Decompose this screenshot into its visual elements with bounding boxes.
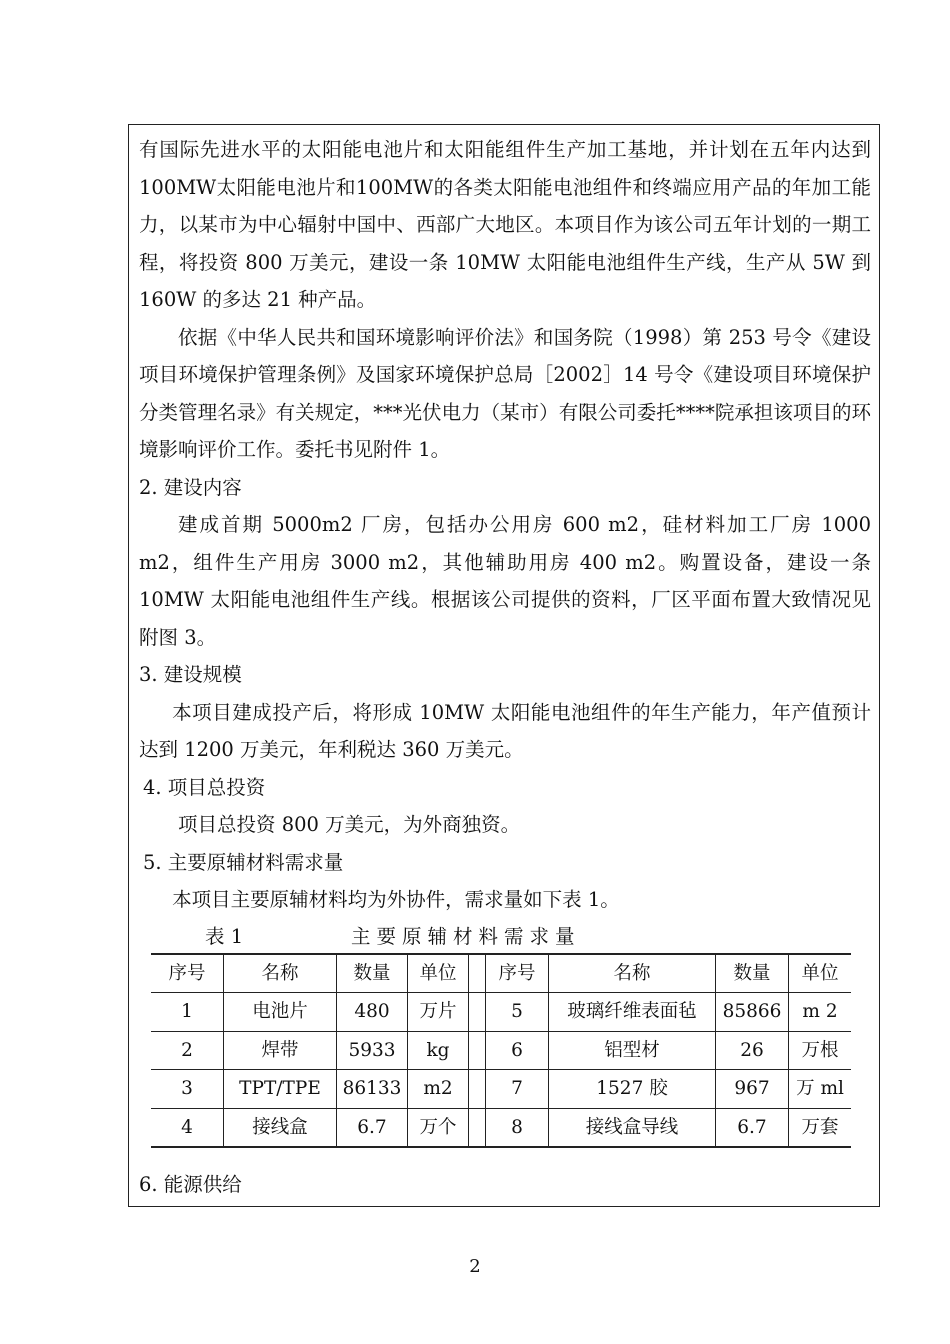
table-cell: 6	[486, 1031, 549, 1070]
table-cell: 967	[716, 1070, 789, 1109]
table-cell: 4	[151, 1108, 224, 1147]
table-cell: 万片	[408, 993, 469, 1032]
header-cell: 名称	[224, 954, 337, 993]
paragraph-raw-materials: 本项目主要原辅材料均为外协件，需求量如下表 1。	[172, 888, 620, 911]
paragraph-construction-scale: 本项目建成投产后，将形成 10MW 太阳能电池组件的年生产能力，年产值预计达到 1200 万美元，年利税达 360 万美元。	[139, 700, 871, 761]
heading-energy-supply: 6. 能源供给	[139, 1173, 242, 1196]
table-cell: 3	[151, 1070, 224, 1109]
header-cell: 单位	[408, 954, 469, 993]
table-cell: 玻璃纤维表面毡	[549, 993, 716, 1032]
table-cell: 85866	[716, 993, 789, 1032]
page-number: 2	[469, 1256, 481, 1277]
paragraph-total-investment: 项目总投资 800 万美元，为外商独资。	[178, 813, 521, 836]
table-cell: 万个	[408, 1108, 469, 1147]
table-cell: 7	[486, 1070, 549, 1109]
table-row	[151, 1108, 851, 1147]
header-cell: 数量	[716, 954, 789, 993]
heading-construction-content: 2. 建设内容	[139, 475, 242, 499]
table-row	[151, 1070, 851, 1109]
table-gap	[469, 954, 486, 993]
table-gap	[469, 993, 486, 1032]
table-row	[151, 1031, 851, 1070]
table-cell: 电池片	[224, 993, 337, 1032]
table-cell: 焊带	[224, 1031, 337, 1070]
heading-total-investment: 4. 项目总投资	[143, 775, 266, 799]
table-cell: 5933	[337, 1031, 408, 1070]
document-body	[139, 131, 871, 1204]
table-gap	[469, 1070, 486, 1109]
table-cell: m 2	[789, 993, 852, 1032]
table-cell: 接线盒	[224, 1108, 337, 1147]
table-cell: 1	[151, 993, 224, 1032]
content-frame	[128, 124, 880, 1207]
table-cell: 5	[486, 993, 549, 1032]
table-cell: 26	[716, 1031, 789, 1070]
table-cell: 6.7	[337, 1108, 408, 1147]
table-cell: 2	[151, 1031, 224, 1070]
table-cell: 86133	[337, 1070, 408, 1109]
table-cell: 6.7	[716, 1108, 789, 1147]
table-cell: 480	[337, 993, 408, 1032]
header-cell: 名称	[549, 954, 716, 993]
paragraph-construction-content: 建成首期 5000m2 厂房，包括办公用房 600 m2，硅材料加工厂房 1000 m2，组件生产用房 3000 m2，其他辅助用房 400 m2。购置设备，建设一条 10MW 太阳能电池组件生产线。根据该公司提供的资料，厂区平面布置大致情况见附图 3。	[139, 513, 871, 649]
table-gap	[469, 1031, 486, 1070]
materials-table	[151, 953, 851, 1149]
table-row	[151, 993, 851, 1032]
paragraph-legal-basis: 依据《中华人民共和国环境影响评价法》和国务院（1998）第 253 号令《建设项目环境保护管理条例》及国家环境保护总局［2002］14 号令《建设项目环境保护分类管理名录》有关规定，***光伏电力（某市）有限公司委托****院承担该项目的环境影响评价工作。委托书见附件 1。	[139, 325, 871, 461]
table-cell: kg	[408, 1031, 469, 1070]
table-label: 表 1	[205, 924, 244, 948]
paragraph-project-background: 有国际先进水平的太阳能电池片和太阳能组件生产加工基地，并计划在五年内达到100MW太阳能电池片和100MW的各类太阳能电池组件和终端应用产品的年加工能力，以某市为中心辐射中国中、西部广大地区。本项目作为该公司五年计划的一期工程，将投资 800 万美元，建设一条 10MW 太阳能电池组件生产线，生产从 5W 到 160W 的多达 21 种产品。	[139, 138, 871, 311]
heading-construction-scale: 3. 建设规模	[139, 663, 242, 686]
table-cell: TPT/TPE	[224, 1070, 337, 1109]
table-cell: 1527 胶	[549, 1070, 716, 1109]
table-gap	[469, 1108, 486, 1147]
table-cell: 万 ml	[789, 1070, 852, 1109]
heading-raw-materials: 5. 主要原辅材料需求量	[143, 850, 344, 874]
table-cell: 8	[486, 1108, 549, 1147]
header-cell: 数量	[337, 954, 408, 993]
table-header-row	[151, 954, 851, 993]
table-title: 主要原辅材料需求量	[351, 924, 581, 948]
table-cell: 万根	[789, 1031, 852, 1070]
table-caption	[139, 921, 871, 953]
header-cell: 序号	[486, 954, 549, 993]
header-cell: 序号	[151, 954, 224, 993]
table-cell: 万套	[789, 1108, 852, 1147]
table-cell: m2	[408, 1070, 469, 1109]
header-cell: 单位	[789, 954, 852, 993]
table-cell: 接线盒导线	[549, 1108, 716, 1147]
table-cell: 铝型材	[549, 1031, 716, 1070]
